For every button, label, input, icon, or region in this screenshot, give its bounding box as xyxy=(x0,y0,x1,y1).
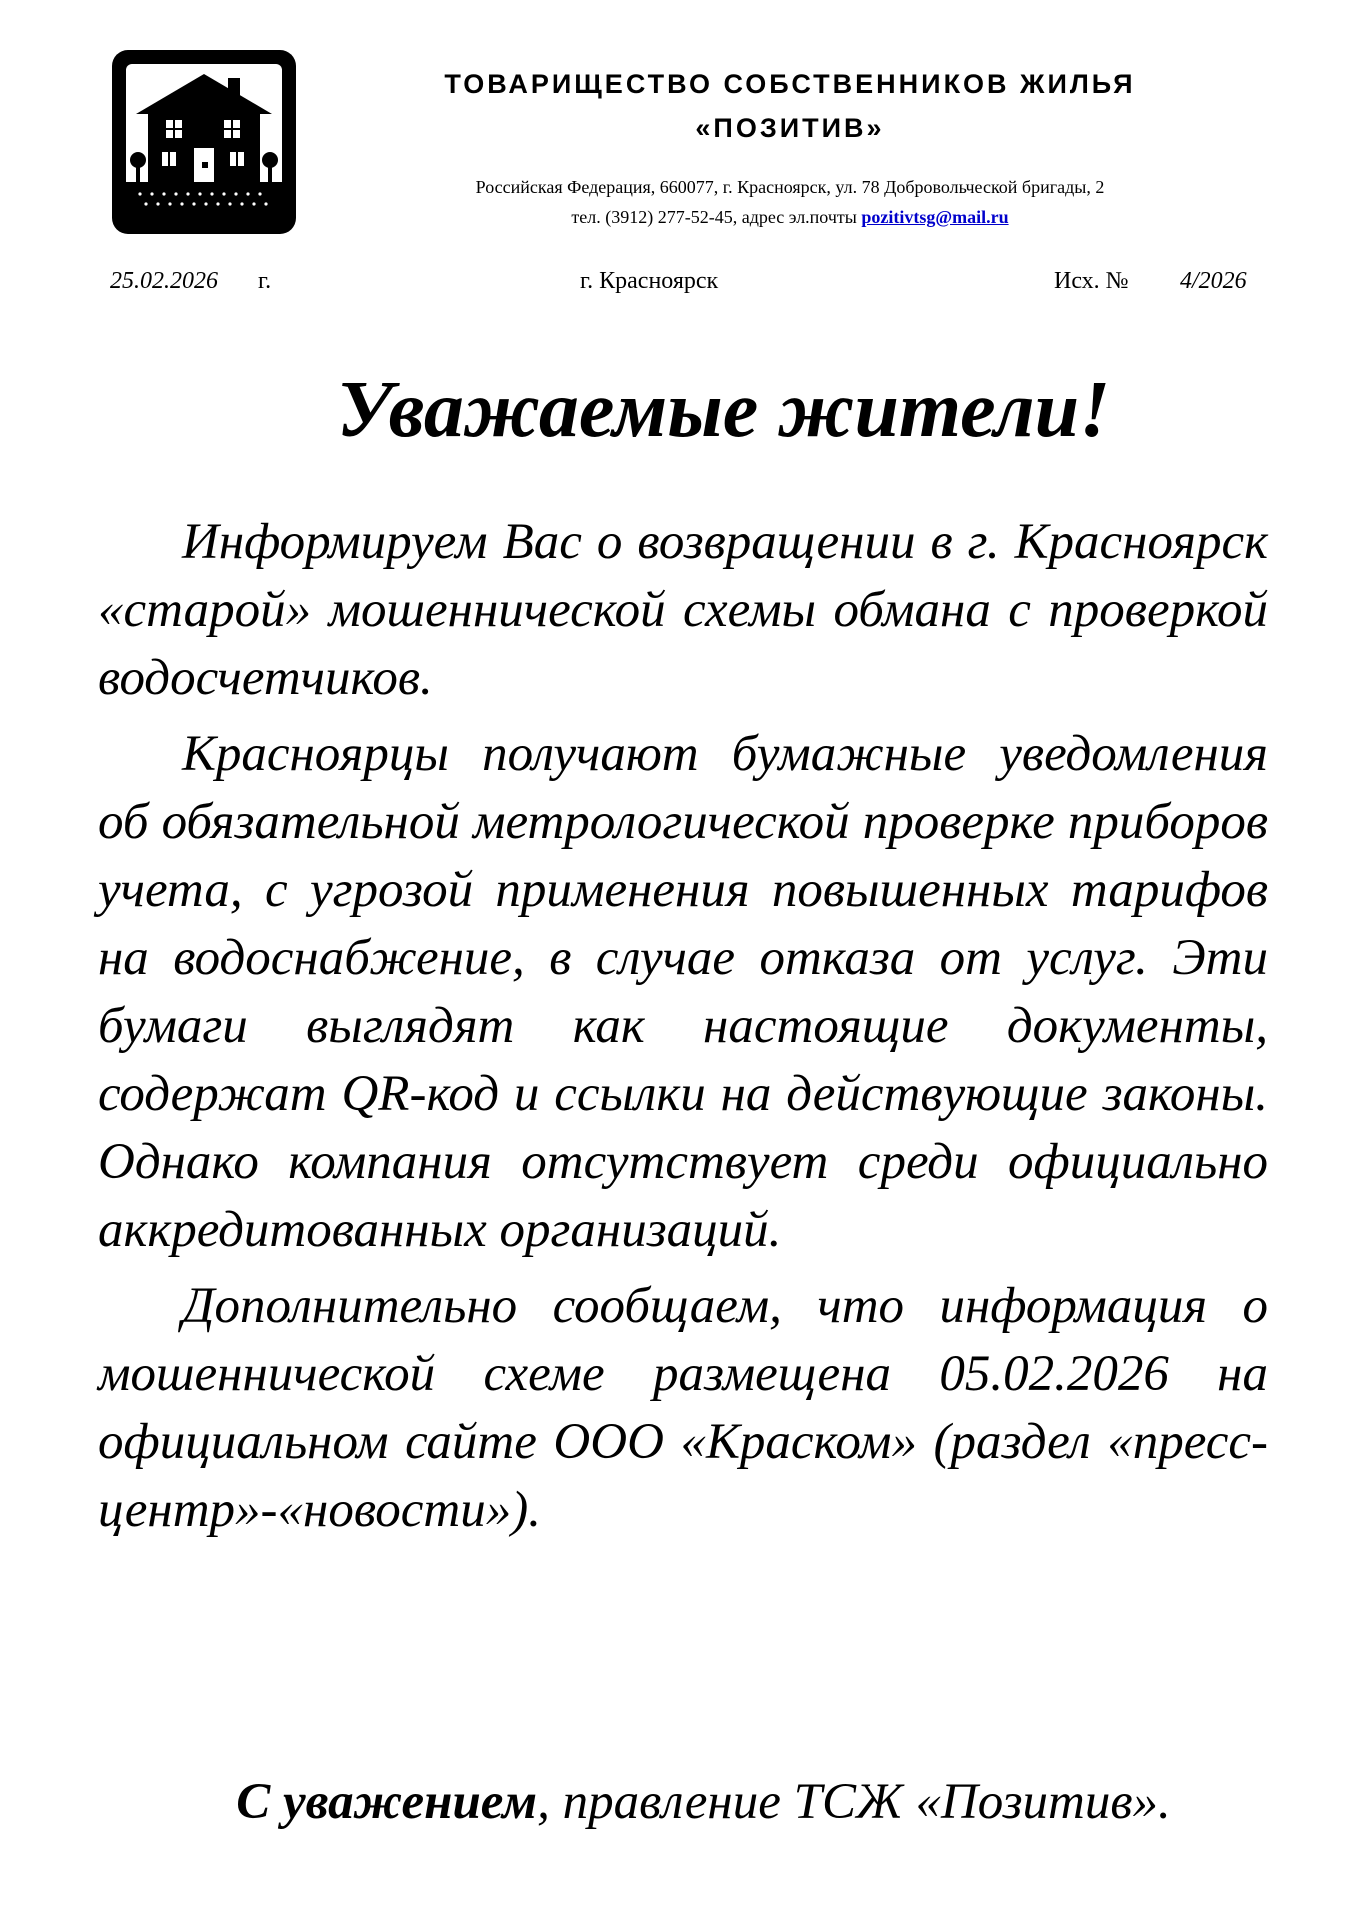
paragraph: Красноярцы получают бумажные уведомления об обязательной метрологической проверке приборов учета, с угрозой применения повышенных тарифов на водоснабжение, в случае отказа от услуг. Эти бумаги выглядят как настоящие документы, содержат QR-код и ссылки на действующие законы. Однако компания отсутствует среди официально аккредитованных организаций. xyxy=(98,726,1268,1258)
org-name-line2: «ПОЗИТИВ» xyxy=(695,113,885,143)
phone-text: тел. (3912) 277-52-45, адрес эл.почты xyxy=(571,207,862,227)
email-link[interactable]: pozitivtsg@mail.ru xyxy=(861,207,1009,227)
meta-row xyxy=(0,268,1357,300)
closing-line xyxy=(0,1768,1357,1836)
org-name xyxy=(360,62,1220,150)
document-date: 25.02.2026 xyxy=(110,268,218,294)
org-name-line1: ТОВАРИЩЕСТВО СОБСТВЕННИКОВ ЖИЛЬЯ xyxy=(444,69,1136,99)
house-icon xyxy=(110,48,298,236)
greeting-heading: Уважаемые жители! xyxy=(336,366,1111,454)
closing-rest: , правление ТСЖ «Позитив». xyxy=(537,1774,1171,1830)
closing-bold: С уважением xyxy=(236,1774,538,1830)
paragraph: Информируем Вас о возвращении в г. Красноярск «старой» мошеннической схемы обмана с проверкой водосчетчиков. xyxy=(98,514,1268,706)
letter-body xyxy=(98,508,1268,1552)
date-suffix: г. xyxy=(258,268,272,294)
address-line: Российская Федерация, 660077, г. Красноярск, ул. 78 Добровольческой бригады, 2 xyxy=(475,177,1105,197)
paragraph: Дополнительно сообщаем, что информация о мошеннической схеме размещена 05.02.2026 на официальном сайте ООО «Краском» (раздел «пресс-центр»-«новости»). xyxy=(98,1278,1268,1538)
ref-label: Исх. № xyxy=(1054,268,1129,294)
city-text: г. Красноярск xyxy=(580,268,719,294)
contact-line xyxy=(360,202,1220,232)
org-address xyxy=(360,172,1220,232)
ref-number: 4/2026 xyxy=(1180,268,1247,294)
